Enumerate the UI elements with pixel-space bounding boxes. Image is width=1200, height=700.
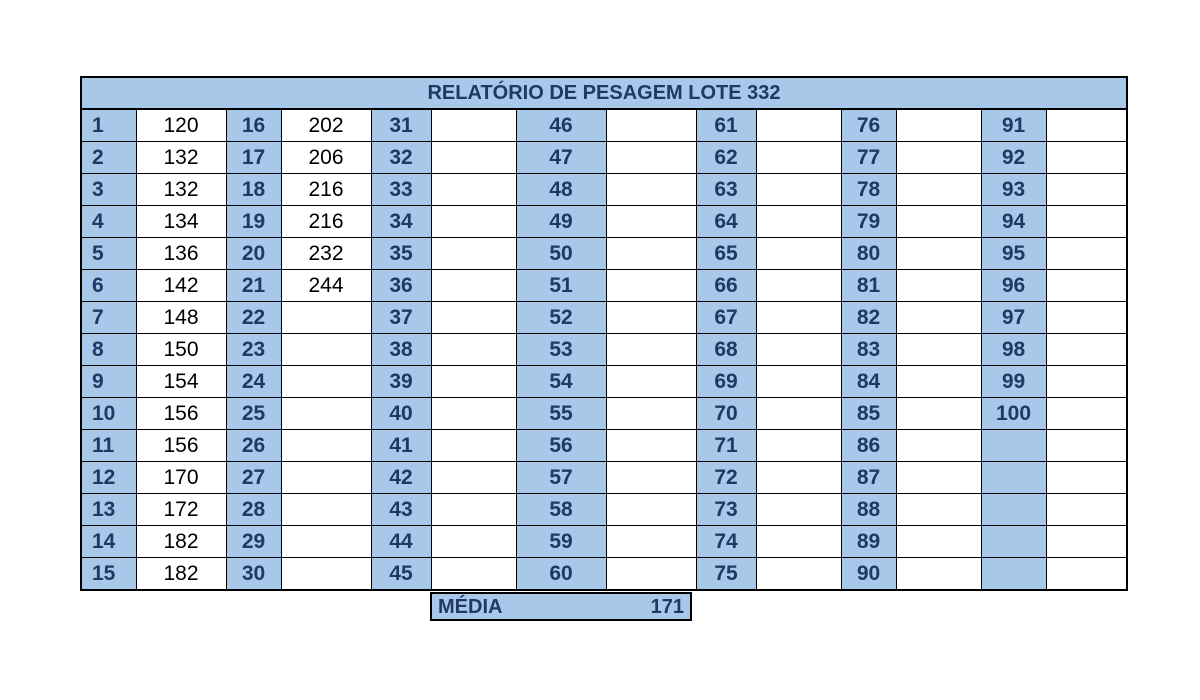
weight-value-cell[interactable]: 148 [136,302,226,334]
row-number-cell[interactable]: 60 [516,558,606,591]
average-label[interactable]: MÉDIA [438,596,503,618]
weighing-report-table [80,76,1128,591]
weight-value-cell[interactable] [896,398,981,430]
weight-value-cell[interactable] [431,109,516,142]
weight-value-cell[interactable] [431,334,516,366]
row-number-cell[interactable]: 94 [981,206,1046,238]
row-number-cell[interactable]: 27 [226,462,281,494]
row-number-cell[interactable]: 7 [81,302,136,334]
row-number-cell[interactable]: 56 [516,430,606,462]
row-number-cell[interactable]: 88 [841,494,896,526]
weight-value-cell[interactable] [1046,109,1127,142]
row-number-cell[interactable]: 86 [841,430,896,462]
row-number-cell[interactable]: 61 [696,109,756,142]
row-number-cell[interactable]: 25 [226,398,281,430]
row-number-cell[interactable] [981,430,1046,462]
weight-value-cell[interactable]: 216 [281,206,371,238]
weight-value-cell[interactable] [606,462,696,494]
weight-value-cell[interactable] [756,334,841,366]
weight-value-cell[interactable] [431,398,516,430]
row-number-cell[interactable]: 52 [516,302,606,334]
row-number-cell[interactable]: 3 [81,174,136,206]
weight-value-cell[interactable]: 182 [136,558,226,591]
row-number-cell[interactable]: 11 [81,430,136,462]
table-row [81,238,1127,270]
table-row [81,334,1127,366]
table-row [81,558,1127,591]
weight-value-cell[interactable] [606,270,696,302]
weight-value-cell[interactable] [756,526,841,558]
row-number-cell[interactable]: 33 [371,174,431,206]
weight-value-cell[interactable] [606,430,696,462]
row-number-cell[interactable]: 66 [696,270,756,302]
row-number-cell[interactable]: 44 [371,526,431,558]
weight-value-cell[interactable] [756,302,841,334]
row-number-cell[interactable]: 39 [371,366,431,398]
weight-value-cell[interactable] [896,366,981,398]
row-number-cell[interactable]: 34 [371,206,431,238]
row-number-cell[interactable]: 93 [981,174,1046,206]
weight-value-cell[interactable] [1046,270,1127,302]
weight-value-cell[interactable] [896,494,981,526]
weight-value-cell[interactable] [606,526,696,558]
table-row [81,206,1127,238]
weight-value-cell[interactable] [756,558,841,591]
row-number-cell[interactable]: 1 [81,109,136,142]
weight-value-cell[interactable] [896,302,981,334]
row-number-cell[interactable]: 62 [696,142,756,174]
row-number-cell[interactable]: 47 [516,142,606,174]
weight-value-cell[interactable] [431,238,516,270]
row-number-cell[interactable]: 18 [226,174,281,206]
weight-value-cell[interactable] [1046,174,1127,206]
row-number-cell[interactable]: 32 [371,142,431,174]
row-number-cell[interactable]: 57 [516,462,606,494]
weight-value-cell[interactable]: 154 [136,366,226,398]
row-number-cell[interactable]: 14 [81,526,136,558]
weight-value-cell[interactable] [281,366,371,398]
row-number-cell[interactable]: 20 [226,238,281,270]
weight-value-cell[interactable] [606,302,696,334]
weight-value-cell[interactable] [896,558,981,591]
row-number-cell[interactable]: 30 [226,558,281,591]
weight-value-cell[interactable] [281,302,371,334]
row-number-cell[interactable]: 63 [696,174,756,206]
row-number-cell[interactable]: 2 [81,142,136,174]
average-box [430,592,692,621]
row-number-cell[interactable]: 80 [841,238,896,270]
table-row [81,302,1127,334]
table-row [81,462,1127,494]
row-number-cell[interactable] [981,494,1046,526]
row-number-cell[interactable]: 24 [226,366,281,398]
weight-value-cell[interactable] [1046,494,1127,526]
row-number-cell[interactable]: 26 [226,430,281,462]
row-number-cell[interactable]: 41 [371,430,431,462]
weight-value-cell[interactable] [281,462,371,494]
row-number-cell[interactable]: 54 [516,366,606,398]
row-number-cell[interactable]: 76 [841,109,896,142]
weight-value-cell[interactable] [431,174,516,206]
row-number-cell[interactable]: 79 [841,206,896,238]
weight-value-cell[interactable] [281,526,371,558]
row-number-cell[interactable]: 13 [81,494,136,526]
weight-value-cell[interactable] [431,206,516,238]
row-number-cell[interactable]: 71 [696,430,756,462]
row-number-cell[interactable]: 82 [841,302,896,334]
weight-value-cell[interactable] [896,462,981,494]
row-number-cell[interactable]: 45 [371,558,431,591]
weight-value-cell[interactable]: 156 [136,430,226,462]
weight-value-cell[interactable]: 142 [136,270,226,302]
weight-value-cell[interactable] [606,334,696,366]
weight-value-cell[interactable] [606,238,696,270]
title-row [81,77,1127,109]
table-row [81,430,1127,462]
row-number-cell[interactable]: 53 [516,334,606,366]
weight-value-cell[interactable] [1046,526,1127,558]
row-number-cell[interactable]: 97 [981,302,1046,334]
weight-value-cell[interactable]: 132 [136,174,226,206]
weight-value-cell[interactable] [896,430,981,462]
weight-value-cell[interactable] [1046,302,1127,334]
row-number-cell[interactable]: 81 [841,270,896,302]
row-number-cell[interactable]: 6 [81,270,136,302]
table-row [81,174,1127,206]
row-number-cell[interactable]: 78 [841,174,896,206]
weight-value-cell[interactable]: 216 [281,174,371,206]
row-number-cell[interactable]: 40 [371,398,431,430]
row-number-cell[interactable]: 85 [841,398,896,430]
average-value[interactable]: 171 [650,596,684,618]
weight-value-cell[interactable] [431,366,516,398]
weight-value-cell[interactable] [606,558,696,591]
weight-value-cell[interactable] [281,430,371,462]
weight-value-cell[interactable] [606,366,696,398]
weight-value-cell[interactable]: 134 [136,206,226,238]
row-number-cell[interactable]: 17 [226,142,281,174]
weight-value-cell[interactable] [281,398,371,430]
weight-value-cell[interactable] [606,206,696,238]
row-number-cell[interactable]: 58 [516,494,606,526]
row-number-cell[interactable]: 65 [696,238,756,270]
weight-value-cell[interactable] [896,526,981,558]
table-row [81,142,1127,174]
weight-value-cell[interactable]: 232 [281,238,371,270]
row-number-cell[interactable]: 69 [696,366,756,398]
row-number-cell[interactable]: 36 [371,270,431,302]
row-number-cell[interactable]: 5 [81,238,136,270]
weight-value-cell[interactable] [896,174,981,206]
row-number-cell[interactable]: 28 [226,494,281,526]
row-number-cell[interactable]: 21 [226,270,281,302]
weight-value-cell[interactable] [1046,398,1127,430]
row-number-cell[interactable]: 64 [696,206,756,238]
weight-value-cell[interactable] [896,238,981,270]
row-number-cell[interactable]: 9 [81,366,136,398]
weight-value-cell[interactable] [756,398,841,430]
row-number-cell[interactable]: 87 [841,462,896,494]
row-number-cell[interactable]: 42 [371,462,431,494]
row-number-cell[interactable]: 15 [81,558,136,591]
weight-value-cell[interactable] [431,462,516,494]
row-number-cell[interactable]: 90 [841,558,896,591]
row-number-cell[interactable]: 38 [371,334,431,366]
weight-value-cell[interactable] [431,302,516,334]
weight-value-cell[interactable] [1046,142,1127,174]
weight-value-cell[interactable] [431,142,516,174]
row-number-cell[interactable]: 59 [516,526,606,558]
weight-value-cell[interactable] [606,398,696,430]
row-number-cell[interactable]: 12 [81,462,136,494]
weight-value-cell[interactable] [756,142,841,174]
table-row [81,526,1127,558]
row-number-cell[interactable]: 77 [841,142,896,174]
row-number-cell[interactable]: 92 [981,142,1046,174]
row-number-cell[interactable]: 50 [516,238,606,270]
row-number-cell[interactable]: 55 [516,398,606,430]
weight-value-cell[interactable] [281,334,371,366]
row-number-cell[interactable]: 37 [371,302,431,334]
weight-value-cell[interactable]: 170 [136,462,226,494]
row-number-cell[interactable] [981,526,1046,558]
row-number-cell[interactable]: 67 [696,302,756,334]
weight-value-cell[interactable]: 244 [281,270,371,302]
row-number-cell[interactable]: 83 [841,334,896,366]
row-number-cell[interactable]: 48 [516,174,606,206]
weight-value-cell[interactable] [756,366,841,398]
weight-value-cell[interactable] [896,270,981,302]
weight-value-cell[interactable] [756,430,841,462]
weight-value-cell[interactable] [756,494,841,526]
weight-value-cell[interactable] [281,494,371,526]
weight-value-cell[interactable]: 206 [281,142,371,174]
weight-value-cell[interactable] [1046,558,1127,591]
weight-value-cell[interactable] [896,206,981,238]
report-title[interactable]: RELATÓRIO DE PESAGEM LOTE 332 [81,77,1127,109]
weight-value-cell[interactable] [431,270,516,302]
weight-value-cell[interactable] [1046,366,1127,398]
row-number-cell[interactable]: 74 [696,526,756,558]
weight-value-cell[interactable] [896,142,981,174]
weight-value-cell[interactable] [756,238,841,270]
weight-value-cell[interactable]: 156 [136,398,226,430]
weight-value-cell[interactable] [1046,462,1127,494]
row-number-cell[interactable]: 23 [226,334,281,366]
weight-value-cell[interactable] [1046,238,1127,270]
table-row [81,398,1127,430]
row-number-cell[interactable]: 68 [696,334,756,366]
weight-value-cell[interactable] [606,142,696,174]
row-number-cell[interactable]: 4 [81,206,136,238]
row-number-cell[interactable]: 19 [226,206,281,238]
row-number-cell[interactable]: 75 [696,558,756,591]
row-number-cell[interactable]: 98 [981,334,1046,366]
table-row [81,109,1127,142]
row-number-cell[interactable] [981,558,1046,591]
weight-value-cell[interactable] [756,462,841,494]
row-number-cell[interactable] [981,462,1046,494]
row-number-cell[interactable]: 99 [981,366,1046,398]
weight-value-cell[interactable] [431,526,516,558]
weight-value-cell[interactable] [431,494,516,526]
weight-value-cell[interactable] [756,270,841,302]
weight-value-cell[interactable] [606,174,696,206]
row-number-cell[interactable]: 91 [981,109,1046,142]
weight-value-cell[interactable] [606,494,696,526]
row-number-cell[interactable]: 72 [696,462,756,494]
row-number-cell[interactable]: 95 [981,238,1046,270]
weight-value-cell[interactable] [756,109,841,142]
row-number-cell[interactable]: 8 [81,334,136,366]
row-number-cell[interactable]: 35 [371,238,431,270]
weight-value-cell[interactable]: 132 [136,142,226,174]
weight-value-cell[interactable] [431,430,516,462]
row-number-cell[interactable]: 22 [226,302,281,334]
row-number-cell[interactable]: 46 [516,109,606,142]
row-number-cell[interactable]: 100 [981,398,1046,430]
weight-value-cell[interactable]: 182 [136,526,226,558]
row-number-cell[interactable]: 31 [371,109,431,142]
weight-value-cell[interactable]: 120 [136,109,226,142]
row-number-cell[interactable]: 70 [696,398,756,430]
weight-value-cell[interactable] [281,558,371,591]
weight-value-cell[interactable]: 136 [136,238,226,270]
weight-value-cell[interactable]: 172 [136,494,226,526]
weight-value-cell[interactable] [896,109,981,142]
weight-value-cell[interactable] [896,334,981,366]
row-number-cell[interactable]: 16 [226,109,281,142]
row-number-cell[interactable]: 96 [981,270,1046,302]
weight-value-cell[interactable] [756,206,841,238]
weight-value-cell[interactable] [1046,206,1127,238]
weight-value-cell[interactable] [606,109,696,142]
weight-value-cell[interactable]: 202 [281,109,371,142]
weight-value-cell[interactable] [1046,430,1127,462]
weight-value-cell[interactable] [1046,334,1127,366]
row-number-cell[interactable]: 49 [516,206,606,238]
table-row [81,270,1127,302]
row-number-cell[interactable]: 51 [516,270,606,302]
weight-value-cell[interactable]: 150 [136,334,226,366]
row-number-cell[interactable]: 89 [841,526,896,558]
table-row [81,494,1127,526]
row-number-cell[interactable]: 84 [841,366,896,398]
row-number-cell[interactable]: 73 [696,494,756,526]
row-number-cell[interactable]: 10 [81,398,136,430]
weight-value-cell[interactable] [756,174,841,206]
report-body [81,109,1127,590]
row-number-cell[interactable]: 43 [371,494,431,526]
weight-value-cell[interactable] [431,558,516,591]
table-row [81,366,1127,398]
row-number-cell[interactable]: 29 [226,526,281,558]
